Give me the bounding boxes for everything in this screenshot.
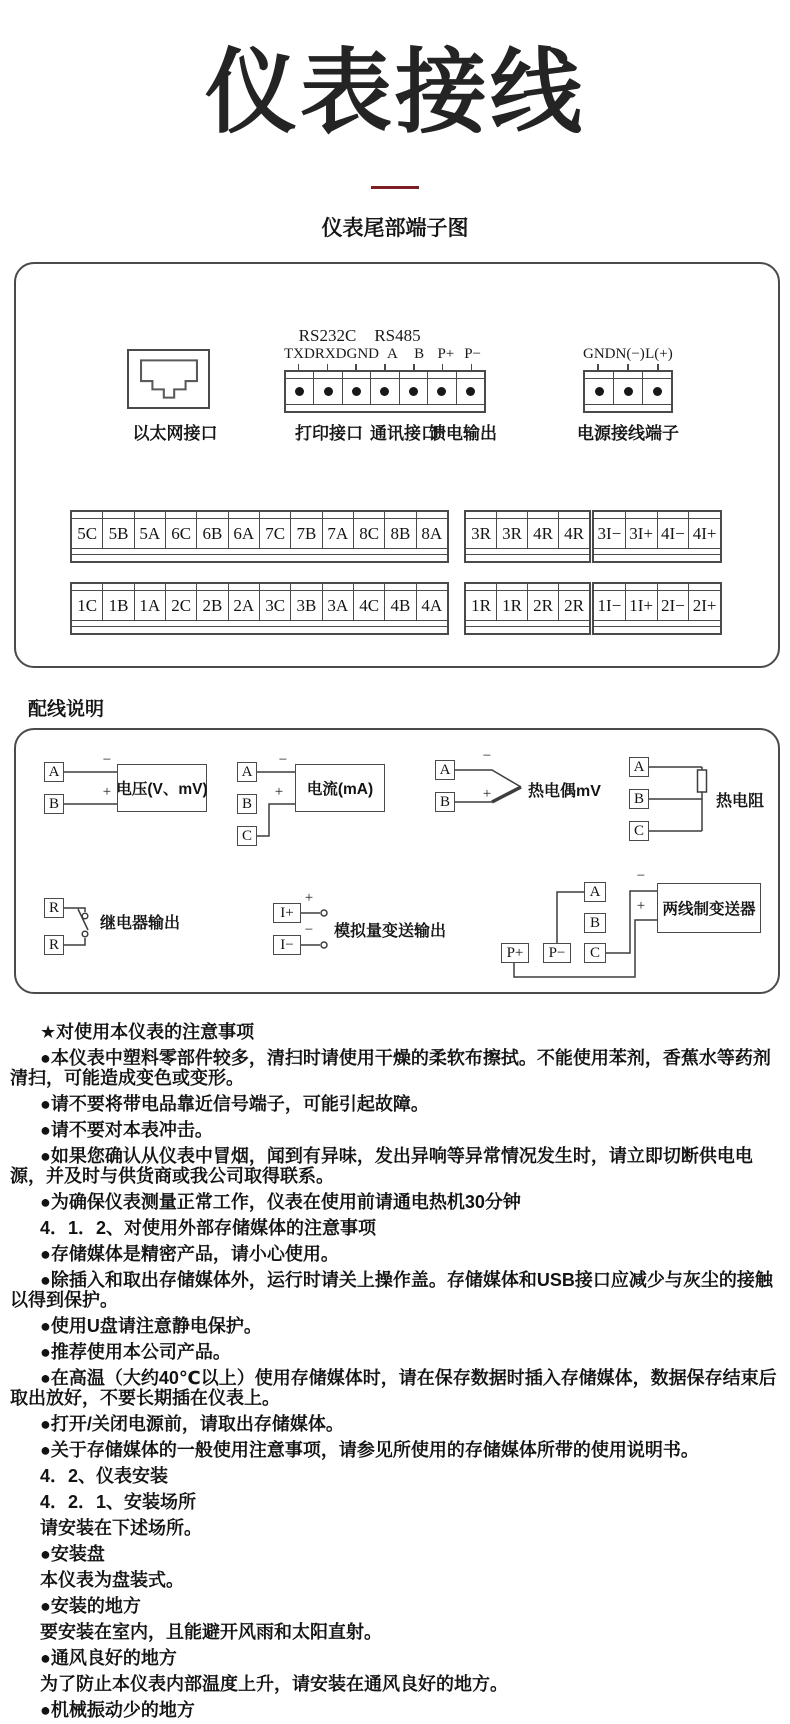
screw-terminal-dot (380, 387, 389, 396)
strip-cell: 4C (354, 591, 385, 620)
strip-cell: 2I+ (692, 595, 717, 615)
strip-cell: 4I− (658, 519, 690, 548)
note-line: ●在高温（大约40℃以上）使用存储媒体时，请在保存数据时插入存储媒体，数据保存结束后取出放好，不要长期插在仪表上。 (10, 1368, 777, 1408)
page-subtitle: 仪表尾部端子图 (321, 217, 469, 240)
note-line: ●存储媒体是精密产品，请小心使用。 (40, 1244, 339, 1264)
note-line: ●安装盘 (40, 1544, 105, 1564)
note-line: 为了防止本仪表内部温度上升，请安装在通风良好的地方。 (40, 1674, 508, 1694)
pin-label: B (414, 346, 425, 362)
terminal-box: B (237, 794, 257, 814)
strip-cell: 1C (72, 591, 103, 620)
strip-cell: 6A (229, 519, 260, 548)
rs485-label: RS485 (374, 326, 421, 345)
terminal-box: C (629, 821, 649, 841)
power-pin-labels (583, 346, 673, 364)
terminal-box: B (629, 789, 649, 809)
plus-mark: + (274, 784, 284, 800)
note-line: ●安装的地方 (40, 1596, 141, 1616)
terminal-strip (464, 582, 591, 635)
terminal-box: A (435, 760, 455, 780)
terminal-diagram-panel (14, 262, 780, 668)
terminal-box: R (44, 898, 64, 918)
title-divider (371, 186, 419, 189)
note-line: ●推荐使用本公司产品。 (40, 1342, 231, 1362)
plus-mark: + (636, 898, 646, 914)
strip-cell: 5C (72, 519, 103, 548)
terminal-strip (592, 510, 722, 563)
terminal-box: I+ (273, 903, 301, 923)
note-line: ●关于存储媒体的一般使用注意事项，请参见所使用的存储媒体所带的使用说明书。 (40, 1440, 699, 1460)
minus-mark: − (278, 752, 288, 768)
comm-port-label: 通讯接口 (370, 424, 438, 443)
strip-cell: 2A (229, 591, 260, 620)
wiring-section-title: 配线说明 (28, 699, 105, 720)
strip-cell: 4A (421, 595, 443, 615)
note-line: ●除插入和取出存储媒体外，运行时请关上操作盖。存储媒体和USB接口应减少与灰尘的接触以得到保护。 (10, 1270, 773, 1310)
terminal-box: I− (273, 935, 301, 955)
pin-label: GND (583, 346, 616, 362)
note-line: 本仪表为盘装式。 (40, 1570, 184, 1590)
strip-cell: 4B (385, 591, 416, 620)
strip-cell: 3R (497, 519, 528, 548)
strip-cell: 2B (197, 591, 228, 620)
strip-cell: 8A (421, 523, 443, 543)
strip-cell: 8B (385, 519, 416, 548)
pin-label: P− (464, 346, 482, 362)
note-line: ★对使用本仪表的注意事项 (40, 1022, 255, 1042)
minus-mark: − (304, 922, 314, 938)
strip-cell: 1A (135, 591, 166, 620)
comm-pin-labels (284, 346, 486, 364)
screw-terminal-dot (324, 387, 333, 396)
pin-label: P+ (437, 346, 455, 362)
strip-cell: 5B (103, 519, 134, 548)
pin-label: RXD (314, 346, 347, 362)
wiring-panel (14, 728, 780, 994)
strip-cell: 3B (291, 591, 322, 620)
strip-cell: 3C (260, 591, 291, 620)
screw-terminal-dot (595, 387, 604, 396)
note-line: ●请不要将带电品靠近信号端子，可能引起故障。 (40, 1094, 429, 1114)
strip-cell: 3A (323, 591, 354, 620)
note-line: 要安装在室内，且能避开风雨和太阳直射。 (40, 1622, 382, 1642)
power-terminal-label: 电源接线端子 (577, 424, 679, 443)
print-port-label: 打印接口 (295, 424, 363, 443)
strip-cell: 5A (135, 519, 166, 548)
thermocouple-label: 热电偶mV (528, 783, 601, 800)
note-line: 4．2、仪表安装 (40, 1466, 169, 1486)
note-line: ●通风良好的地方 (40, 1648, 177, 1668)
terminal-box: B (435, 792, 455, 812)
strip-cell: 8C (354, 519, 385, 548)
transmitter-box: 两线制变送器 (657, 883, 761, 933)
screw-terminal-dot (437, 387, 446, 396)
strip-cell: 2I− (658, 591, 690, 620)
note-line: ●本仪表中塑料零部件较多，清扫时请使用干燥的柔软布擦拭。不能使用苯剂，香蕉水等药剂清扫，可能造成变色或变形。 (10, 1048, 771, 1088)
screw-terminal-dot (295, 387, 304, 396)
strip-cell: 2R (564, 595, 584, 615)
note-line: ●如果您确认从仪表中冒烟，闻到有异味，发出异响等异常情况发生时，请立即切断供电电源，并及时与供货商或我公司取得联系。 (10, 1146, 753, 1186)
terminal-box: C (584, 943, 606, 963)
page-title: 仪表接线 (204, 42, 585, 144)
note-line: ●机械振动少的地方 (40, 1700, 195, 1720)
feed-output-label: 馈电输出 (429, 424, 497, 443)
current-input-box: 电流(mA) (295, 764, 385, 812)
terminal-box: A (629, 757, 649, 777)
strip-cell: 1I− (594, 591, 626, 620)
plus-mark: + (482, 786, 492, 802)
note-line: ●使用U盘请注意静电保护。 (40, 1316, 262, 1336)
terminal-box: P+ (501, 943, 529, 963)
terminal-box: A (584, 882, 606, 902)
strip-cell: 3R (466, 519, 497, 548)
notes-section (0, 1022, 790, 1724)
terminal-box: A (237, 762, 257, 782)
comm-terminal-block (284, 370, 486, 413)
analog-output-label: 模拟量变送输出 (334, 923, 447, 940)
strip-cell: 7B (291, 519, 322, 548)
strip-cell: 2C (166, 591, 197, 620)
relay-output-label: 继电器输出 (100, 915, 181, 932)
strip-cell: 3I+ (626, 519, 658, 548)
note-line: 请安装在下述场所。 (40, 1518, 202, 1538)
strip-cell: 1I+ (626, 591, 658, 620)
plus-mark: + (102, 784, 112, 800)
rtd-label: 热电阻 (716, 793, 765, 810)
screw-terminal-dot (653, 387, 662, 396)
minus-mark: − (102, 752, 112, 768)
pin-label: L(+) (645, 346, 673, 362)
terminal-box: B (584, 913, 606, 933)
strip-cell: 2R (528, 591, 559, 620)
terminal-strip (464, 510, 591, 563)
screw-terminal-dot (466, 387, 475, 396)
strip-cell: 6C (166, 519, 197, 548)
strip-cell: 6B (197, 519, 228, 548)
strip-cell: 7C (260, 519, 291, 548)
pin-label: TXD (284, 346, 315, 362)
pin-label: A (386, 346, 398, 362)
strip-cell: 4R (564, 523, 584, 543)
terminal-box: P− (543, 943, 571, 963)
strip-cell: 4I+ (692, 523, 717, 543)
strip-cell: 1R (466, 591, 497, 620)
minus-mark: − (482, 748, 492, 764)
screw-terminal-dot (352, 387, 361, 396)
power-terminal-block (583, 370, 673, 413)
plus-mark: + (304, 890, 314, 906)
terminal-box: C (237, 826, 257, 846)
rs232c-label: RS232C (298, 326, 357, 345)
terminal-strip (592, 582, 722, 635)
terminal-box: R (44, 935, 64, 955)
strip-cell: 3I− (594, 519, 626, 548)
strip-cell: 7A (323, 519, 354, 548)
note-line: ●打开/关闭电源前，请取出存储媒体。 (40, 1414, 344, 1434)
terminal-box: A (44, 762, 64, 782)
note-line: 4．1．2、对使用外部存储媒体的注意事项 (40, 1218, 377, 1238)
terminal-box: B (44, 794, 64, 814)
terminal-strip (70, 510, 449, 563)
strip-cell: 1B (103, 591, 134, 620)
strip-cell: 4R (528, 519, 559, 548)
strip-cell: 1R (497, 591, 528, 620)
note-line: ●请不要对本表冲击。 (40, 1120, 213, 1140)
voltage-input-box: 电压(V、mV) (117, 764, 207, 812)
screw-terminal-dot (409, 387, 418, 396)
terminal-strip (70, 582, 449, 635)
minus-mark: − (636, 868, 646, 884)
ethernet-label: 以太网接口 (132, 424, 218, 443)
ethernet-port-icon (140, 359, 198, 399)
note-line: 4．2．1、安装场所 (40, 1492, 197, 1512)
pin-label: GND (346, 346, 379, 362)
pin-label: N(−) (615, 346, 645, 362)
screw-terminal-dot (624, 387, 633, 396)
note-line: ●为确保仪表测量正常工作，仪表在使用前请通电热机30分钟 (40, 1192, 521, 1212)
ethernet-port (127, 349, 210, 409)
